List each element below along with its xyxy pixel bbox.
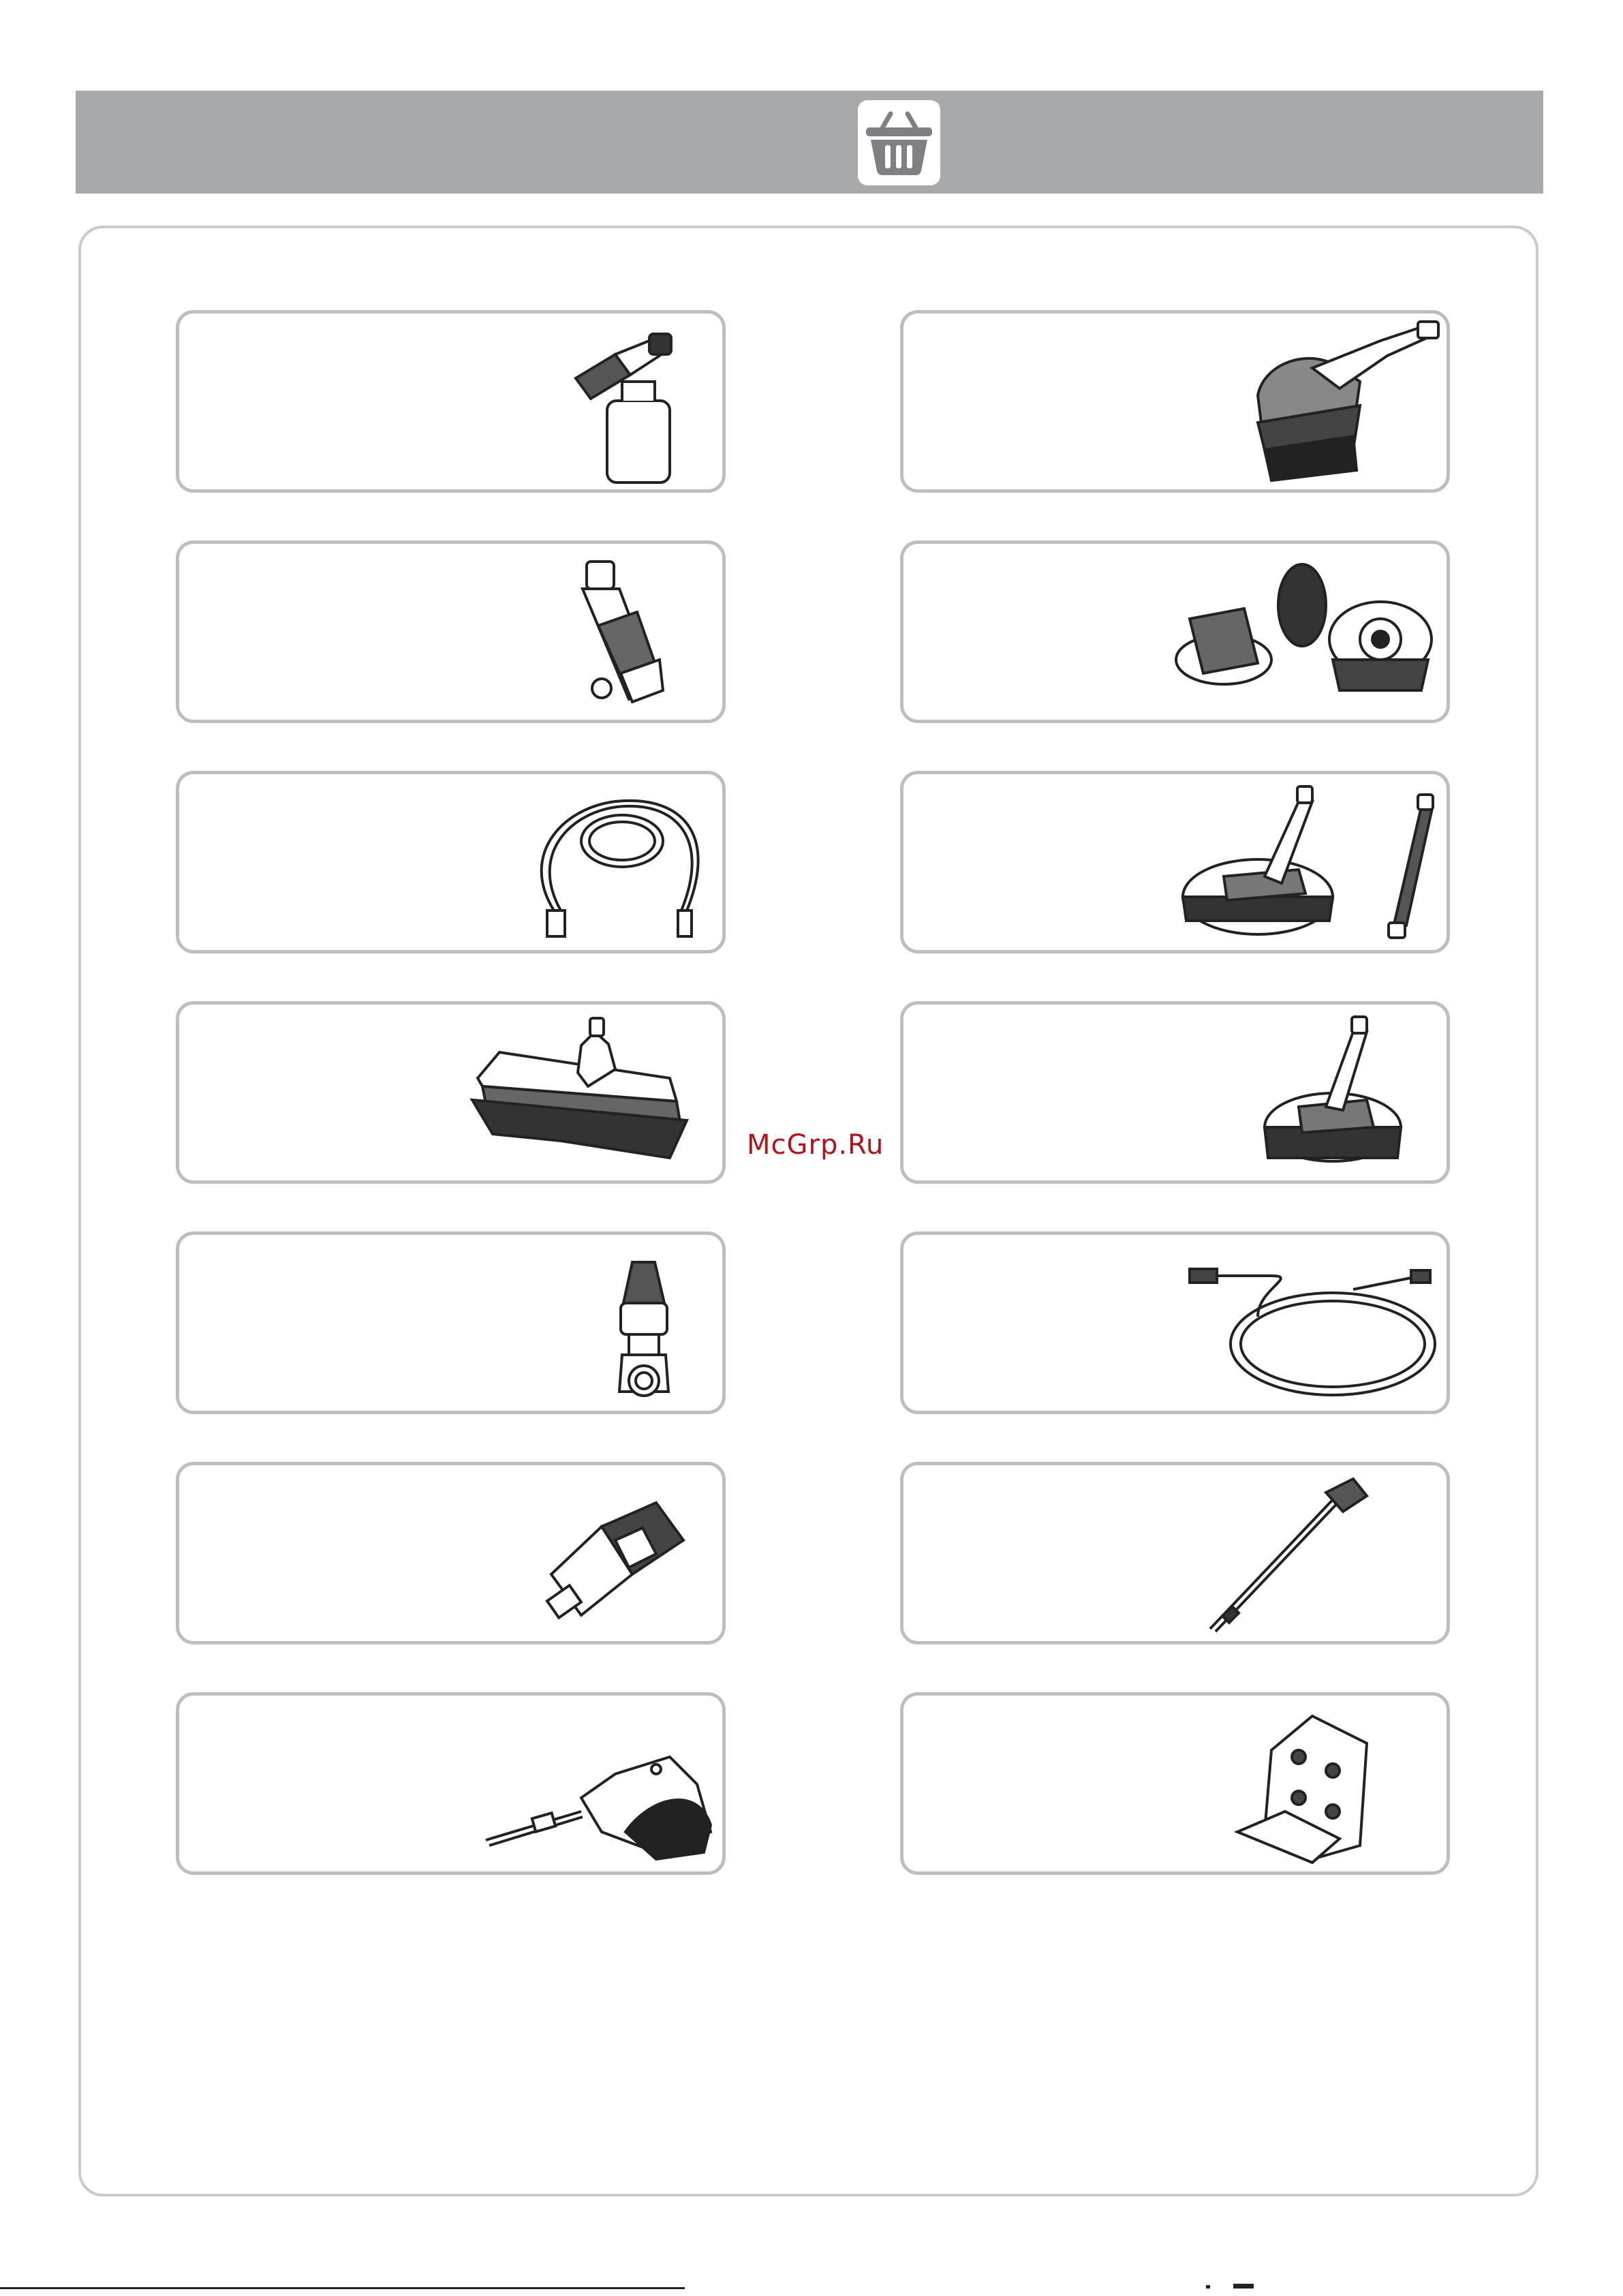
spray-lance-icon bbox=[903, 1465, 1453, 1648]
accessory-card-hose-adapter bbox=[176, 1462, 726, 1644]
header-bar bbox=[76, 91, 1543, 194]
accessory-card-suction-hose bbox=[176, 771, 726, 953]
hose-adapter-icon bbox=[179, 1465, 729, 1648]
accessory-card-surface-cleaner bbox=[900, 1001, 1450, 1184]
accessory-card-spray-lance bbox=[900, 1462, 1450, 1644]
extension-hose-icon bbox=[903, 1235, 1453, 1418]
accessory-card-rotary-nozzle bbox=[176, 1231, 726, 1414]
footer-divider bbox=[0, 2287, 685, 2289]
footer-mark-icon bbox=[1206, 2282, 1261, 2289]
accessory-card-surface-cleaner-extension bbox=[900, 771, 1450, 953]
suction-hose-icon bbox=[179, 774, 729, 957]
accessory-card-wash-brush-handle bbox=[900, 310, 1450, 493]
brush-attachments-set-icon bbox=[903, 544, 1453, 726]
surface-cleaner-icon bbox=[903, 1005, 1453, 1187]
surface-cleaner-with-extension-icon bbox=[903, 774, 1453, 957]
wash-brush-with-handle-icon bbox=[903, 313, 1453, 496]
accessory-card-rotating-brush bbox=[176, 1692, 726, 1875]
accessory-card-wall-bracket bbox=[900, 1692, 1450, 1875]
water-filter-icon bbox=[179, 544, 729, 726]
accessory-card-foam-nozzle bbox=[176, 310, 726, 493]
foam-nozzle-bottle-icon bbox=[179, 313, 729, 496]
accessory-card-extension-hose bbox=[900, 1231, 1450, 1414]
accessory-card-water-filter bbox=[176, 540, 726, 723]
shopping-basket-icon bbox=[858, 100, 940, 185]
rotary-nozzle-icon bbox=[179, 1235, 729, 1418]
accessory-card-wash-brush bbox=[176, 1001, 726, 1184]
wall-bracket-icon bbox=[903, 1696, 1453, 1878]
wash-brush-icon bbox=[179, 1005, 729, 1187]
watermark: McGrp.Ru bbox=[747, 1129, 884, 1161]
accessory-card-brush-set bbox=[900, 540, 1450, 723]
accessories-frame bbox=[78, 226, 1539, 2196]
rotating-wash-brush-icon bbox=[179, 1696, 729, 1878]
